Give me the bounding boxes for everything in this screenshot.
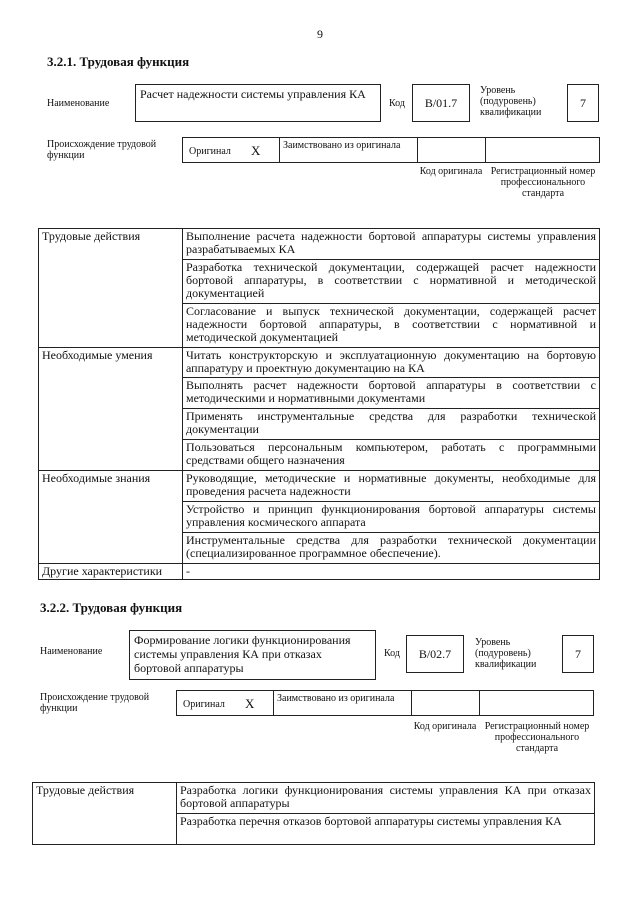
cell-divider	[273, 691, 274, 715]
qualification-level-label: Уровень (подуровень) квалификации	[480, 85, 542, 118]
table-cell: Разработка технической документации, содержащей расчет надежности бортовой аппаратуры, в соответствии с нормативной и методической документацией	[183, 260, 600, 304]
table-cell: Устройство и принцип функционирования бортовой аппаратуры системы управления космического аппарата	[183, 502, 600, 533]
table-cell: Инструментальные средства для разработки технической документации (специализированное программное обеспечение).	[183, 533, 600, 564]
code-label: Код	[389, 98, 405, 109]
function-name: Расчет надежности системы управления КА	[135, 84, 381, 122]
borrowed-label: Заимствовано из оригинала	[283, 140, 401, 151]
competency-table	[38, 228, 600, 580]
origin-label: Происхождение трудовой функции	[40, 692, 150, 714]
borrowed-label: Заимствовано из оригинала	[277, 693, 395, 704]
cell-divider	[411, 691, 412, 715]
table-cell: Руководящие, методические и нормативные документы, необходимые для проведения расчета надежности	[183, 471, 600, 502]
original-label: Оригинал	[183, 699, 225, 710]
section-title: 3.2.2. Трудовая функция	[40, 600, 183, 615]
cell-divider	[417, 138, 418, 162]
table-cell: Выполнять расчет надежности бортовой аппаратуры в соответствии с методическими и нормативными документами	[183, 378, 600, 409]
row-label: Другие характеристики	[39, 564, 183, 580]
row-label: Необходимые умения	[39, 348, 183, 471]
cell-divider	[279, 138, 280, 162]
qualification-level: 7	[567, 84, 599, 122]
reg-number-label: Регистрационный номер профессионального стандарта	[490, 166, 596, 199]
table-cell: Читать конструкторскую и эксплуатационную документацию на бортовую аппаратуру и проектную документацию на КА	[183, 348, 600, 378]
row-label: Трудовые действия	[33, 783, 177, 845]
page-number: 9	[317, 27, 323, 41]
original-mark: X	[245, 696, 255, 711]
origin-table	[182, 137, 600, 163]
reg-number-label: Регистрационный номер профессионального стандарта	[484, 721, 590, 754]
table-cell: Разработка перечня отказов бортовой аппаратуры системы управления КА	[177, 814, 595, 845]
name-label: Наименование	[40, 646, 103, 657]
cell-divider	[485, 138, 486, 162]
row-label: Трудовые действия	[39, 229, 183, 348]
table-cell: Пользоваться персональным компьютером, работать с программными средствами общего назначения	[183, 440, 600, 471]
row-label: Необходимые знания	[39, 471, 183, 564]
table-cell: -	[183, 564, 600, 580]
function-code: В/01.7	[412, 84, 470, 122]
table-cell: Применять инструментальные средства для разработки технической документации	[183, 409, 600, 440]
competency-table	[32, 782, 595, 845]
code-original-label: Код оригинала	[413, 721, 477, 732]
code-label: Код	[384, 648, 400, 659]
function-code: В/02.7	[406, 635, 464, 673]
qualification-level-label: Уровень (подуровень) квалификации	[475, 637, 537, 670]
cell-divider	[479, 691, 480, 715]
section-title: 3.2.1. Трудовая функция	[47, 54, 190, 69]
original-label: Оригинал	[189, 146, 231, 157]
name-label: Наименование	[47, 98, 110, 109]
function-name: Формирование логики функционирования системы управления КА при отказах бортовой аппаратуры	[129, 630, 376, 680]
code-original-label: Код оригинала	[419, 166, 483, 177]
qualification-level: 7	[562, 635, 594, 673]
table-cell: Выполнение расчета надежности бортовой аппаратуры системы управления разрабатываемых КА	[183, 229, 600, 260]
table-cell: Разработка логики функционирования системы управления КА при отказах бортовой аппаратуры	[177, 783, 595, 814]
origin-table	[176, 690, 594, 716]
original-mark: X	[251, 143, 261, 158]
table-cell: Согласование и выпуск технической документации, содержащей расчет надежности бортовой аппаратуры, в соответствии с нормативной и методической документацией	[183, 304, 600, 348]
origin-label: Происхождение трудовой функции	[47, 139, 157, 161]
